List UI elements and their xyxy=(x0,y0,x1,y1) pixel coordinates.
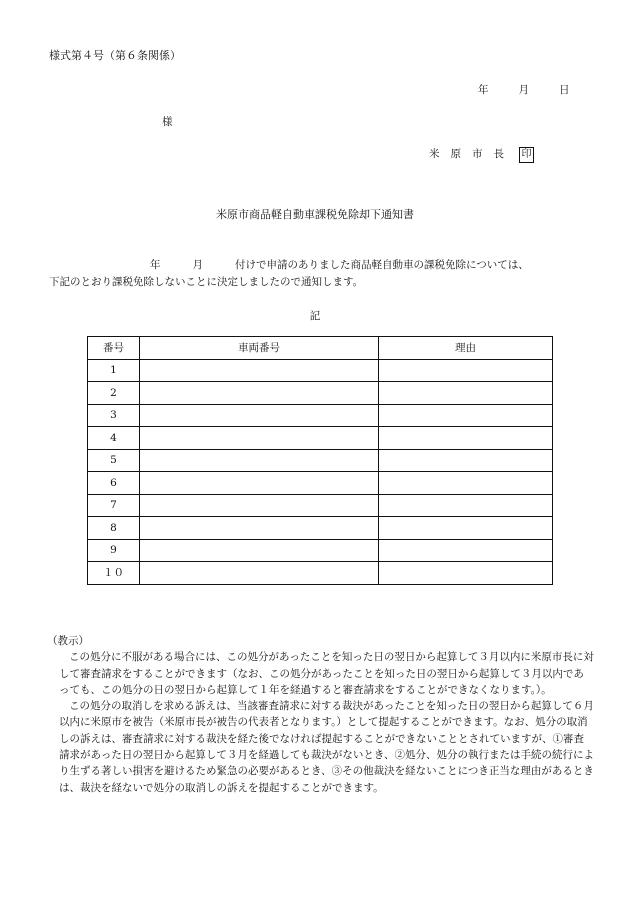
seal-mark: 印 xyxy=(519,147,534,163)
cell-number: 1 xyxy=(88,359,140,382)
sender xyxy=(429,146,534,163)
table-row xyxy=(88,472,553,495)
cell-number: 5 xyxy=(88,449,140,472)
cell-vehicle-number[interactable] xyxy=(140,517,379,540)
date-month: 月 xyxy=(518,84,529,96)
cell-reason[interactable] xyxy=(379,427,553,450)
cell-reason[interactable] xyxy=(379,472,553,495)
cell-number: 2 xyxy=(88,382,140,405)
cell-number: 6 xyxy=(88,472,140,495)
header-reason: 理由 xyxy=(379,337,553,360)
cell-number: 3 xyxy=(88,404,140,427)
table-row xyxy=(88,359,553,382)
body-text xyxy=(49,257,589,291)
cell-reason[interactable] xyxy=(379,539,553,562)
table-row xyxy=(88,404,553,427)
cell-reason[interactable] xyxy=(379,449,553,472)
vehicle-table xyxy=(87,336,553,585)
cell-number: 4 xyxy=(88,427,140,450)
cell-reason[interactable] xyxy=(379,382,553,405)
table-row xyxy=(88,382,553,405)
header-vehicle-number: 車両番号 xyxy=(140,337,379,360)
notice xyxy=(49,633,594,796)
cell-vehicle-number[interactable] xyxy=(140,427,379,450)
cell-reason[interactable] xyxy=(379,562,553,585)
cell-vehicle-number[interactable] xyxy=(140,562,379,585)
form-number: 様式第４号（第６条関係） xyxy=(49,49,181,62)
cell-number: 9 xyxy=(88,539,140,562)
cell-vehicle-number[interactable] xyxy=(140,494,379,517)
table-row xyxy=(88,449,553,472)
date-line xyxy=(478,82,570,97)
ki-mark: 記 xyxy=(309,310,321,322)
table-row xyxy=(88,494,553,517)
header-number: 番号 xyxy=(88,337,140,360)
sender-name: 米原市長 xyxy=(429,148,515,160)
body-line-1 xyxy=(49,257,589,274)
notice-paragraph-2: この処分の取消しを求める訴えは、当該審査請求に対する裁決があったことを知った日の翌日から起算して６月以内に米原市を被告（米原市長が被告の代表者となります。）として提起することができます。なお、処分の取消しの訴えは、審査請求に対する裁決を経た後でなければ提起することができないこととされていますが、①審査請求があった日の翌日から起算して３月を経過しても裁決がないとき、②処分、処分の執行または手続の続行により生ずる著しい損害を避けるため緊急の必要があるとき、③その他裁決を経ないことにつき正当な理由があるときは、裁決を経ないで処分の取消しの訴えを提起することができます。 xyxy=(59,700,594,794)
cell-reason[interactable] xyxy=(379,494,553,517)
cell-vehicle-number[interactable] xyxy=(140,539,379,562)
cell-reason[interactable] xyxy=(379,359,553,382)
table-row xyxy=(88,517,553,540)
notice-heading: （教示） xyxy=(47,635,89,647)
cell-number: １０ xyxy=(88,562,140,585)
cell-vehicle-number[interactable] xyxy=(140,472,379,495)
cell-vehicle-number[interactable] xyxy=(140,359,379,382)
body-line-2: 下記のとおり課税免除しないことに決定しましたので通知します。 xyxy=(49,276,364,288)
body-line-1-rest: 付けで申請のありました商品軽自動車の課税免除については、 xyxy=(235,259,529,271)
date-year: 年 xyxy=(478,84,489,96)
cell-number: 8 xyxy=(88,517,140,540)
body-month: 月 xyxy=(192,259,203,271)
addressee-suffix: 様 xyxy=(162,116,173,128)
body-year: 年 xyxy=(150,259,161,271)
cell-number: 7 xyxy=(88,494,140,517)
cell-vehicle-number[interactable] xyxy=(140,404,379,427)
table-row xyxy=(88,427,553,450)
document-title: 米原市商品軽自動車課税免除却下通知書 xyxy=(216,208,414,221)
table-row xyxy=(88,539,553,562)
cell-vehicle-number[interactable] xyxy=(140,449,379,472)
notice-paragraph-1: この処分に不服がある場合には、この処分があったことを知った日の翌日から起算して３月以内に米原市長に対して審査請求をすることができます（なお、この処分があったことを知った日の翌日から起算して３月以内であっても、この処分の日の翌日から起算して１年を経過すると審査請求をすることができなくなります。）。 xyxy=(59,651,594,696)
cell-reason[interactable] xyxy=(379,517,553,540)
table-header-row xyxy=(88,337,553,360)
table-row xyxy=(88,562,553,585)
cell-vehicle-number[interactable] xyxy=(140,382,379,405)
cell-reason[interactable] xyxy=(379,404,553,427)
date-day: 日 xyxy=(559,84,570,96)
